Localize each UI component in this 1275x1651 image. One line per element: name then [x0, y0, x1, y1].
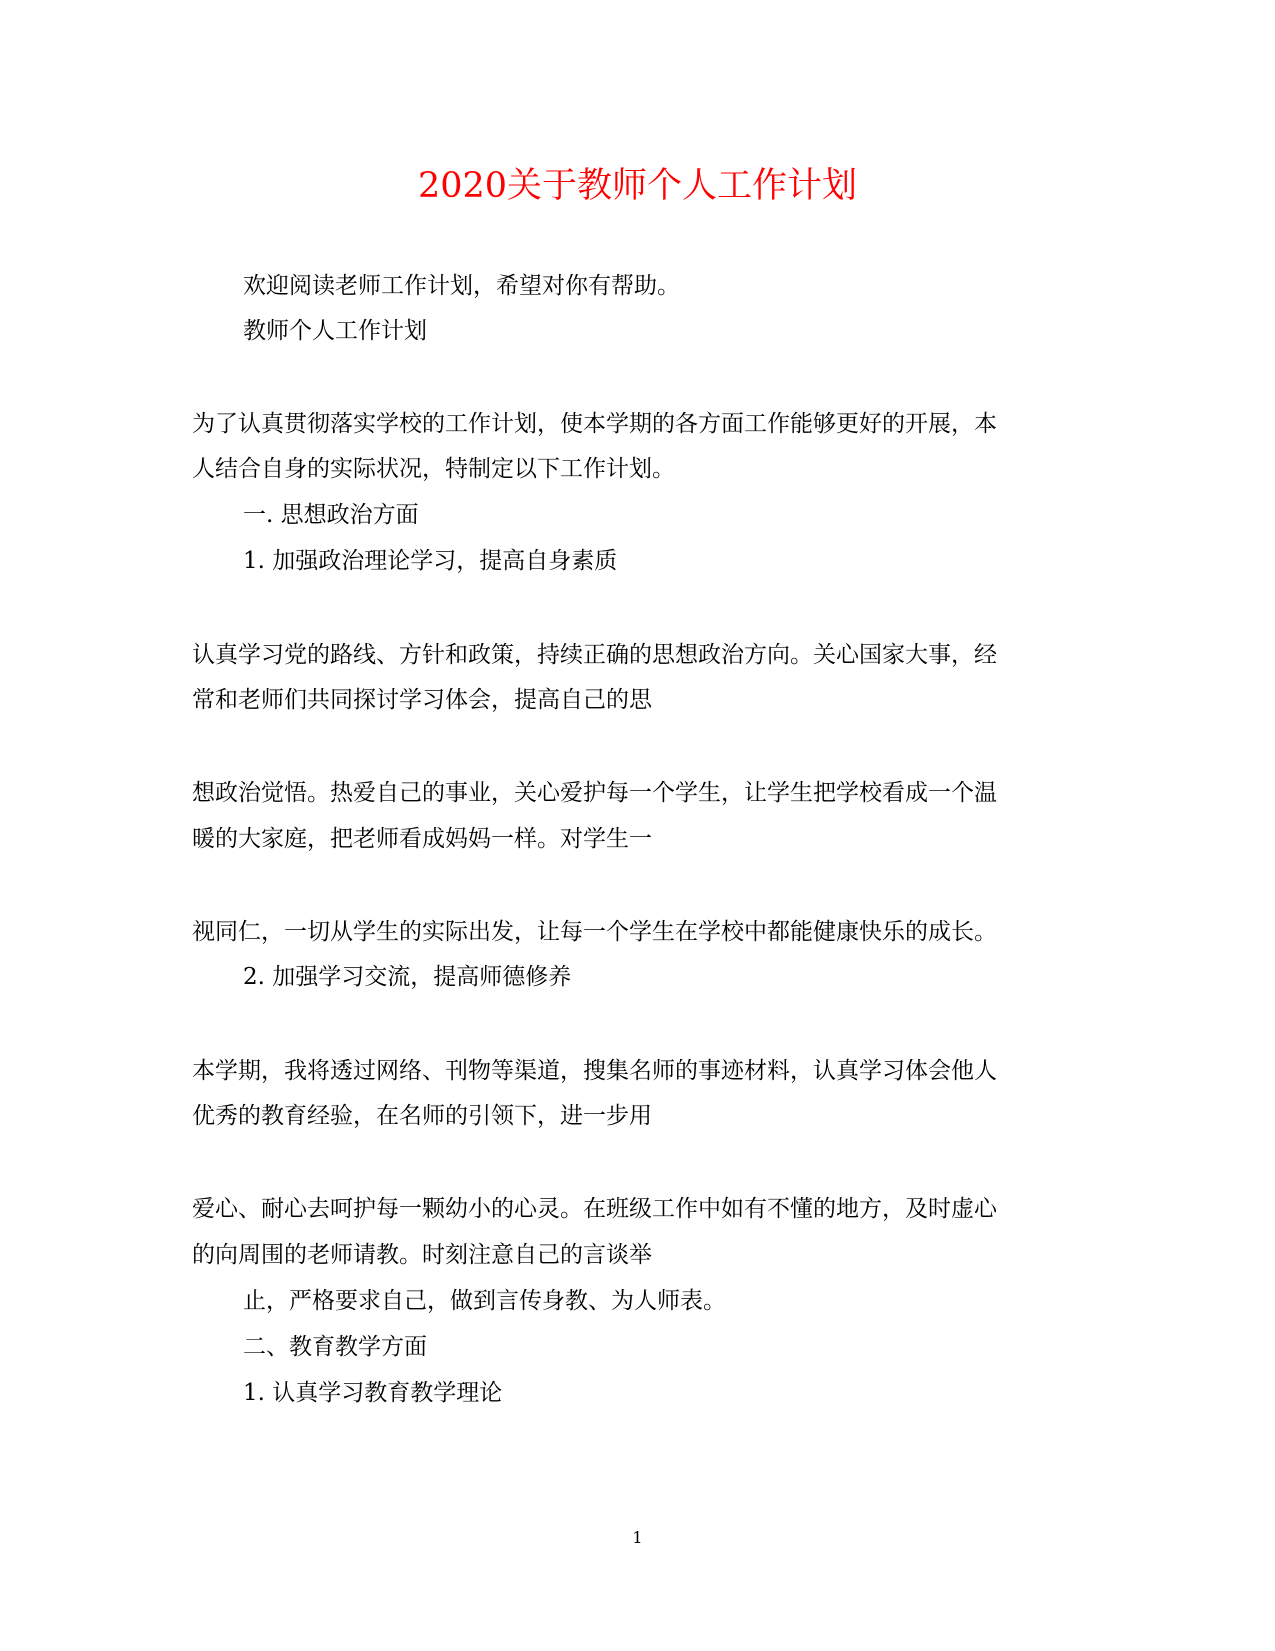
paragraph-line: 暖的大家庭，把老师看成妈妈一样。对学生一 [192, 826, 652, 852]
paragraph-line: 常和老师们共同探讨学习体会，提高自己的思 [192, 687, 652, 713]
paragraph-line: 优秀的教育经验，在名师的引领下，进一步用 [192, 1103, 652, 1129]
subsection-heading: 2. 加强学习交流，提高师德修养 [243, 964, 572, 990]
section-heading: 二、教育教学方面 [243, 1334, 427, 1360]
subsection-heading: 1. 认真学习教育教学理论 [243, 1380, 503, 1406]
paragraph-line: 认真学习党的路线、方针和政策，持续正确的思想政治方向。关心国家大事，经 [192, 642, 997, 668]
subsection-heading: 1. 加强政治理论学习，提高自身素质 [243, 548, 618, 574]
page-number: 1 [632, 1528, 643, 1547]
paragraph-line: 人结合自身的实际状况，特制定以下工作计划。 [192, 456, 675, 482]
paragraph-line: 想政治觉悟。热爱自己的事业，关心爱护每一个学生，让学生把学校看成一个温 [192, 780, 997, 806]
paragraph-line: 欢迎阅读老师工作计划，希望对你有帮助。 [243, 273, 680, 299]
paragraph-line: 止，严格要求自己，做到言传身教、为人师表。 [243, 1288, 726, 1314]
paragraph-line: 本学期，我将透过网络、刊物等渠道，搜集名师的事迹材料，认真学习体会他人 [192, 1058, 997, 1084]
paragraph-line: 视同仁，一切从学生的实际出发，让每一个学生在学校中都能健康快乐的成长。 [192, 919, 997, 945]
document-title: 2020关于教师个人工作计划 [417, 166, 858, 206]
section-heading: 一. 思想政治方面 [243, 502, 419, 528]
paragraph-line: 为了认真贯彻落实学校的工作计划，使本学期的各方面工作能够更好的开展，本 [192, 411, 997, 437]
paragraph-line: 教师个人工作计划 [243, 318, 427, 344]
paragraph-line: 的向周围的老师请教。时刻注意自己的言谈举 [192, 1242, 652, 1268]
paragraph-line: 爱心、耐心去呵护每一颗幼小的心灵。在班级工作中如有不懂的地方，及时虚心 [192, 1196, 997, 1222]
